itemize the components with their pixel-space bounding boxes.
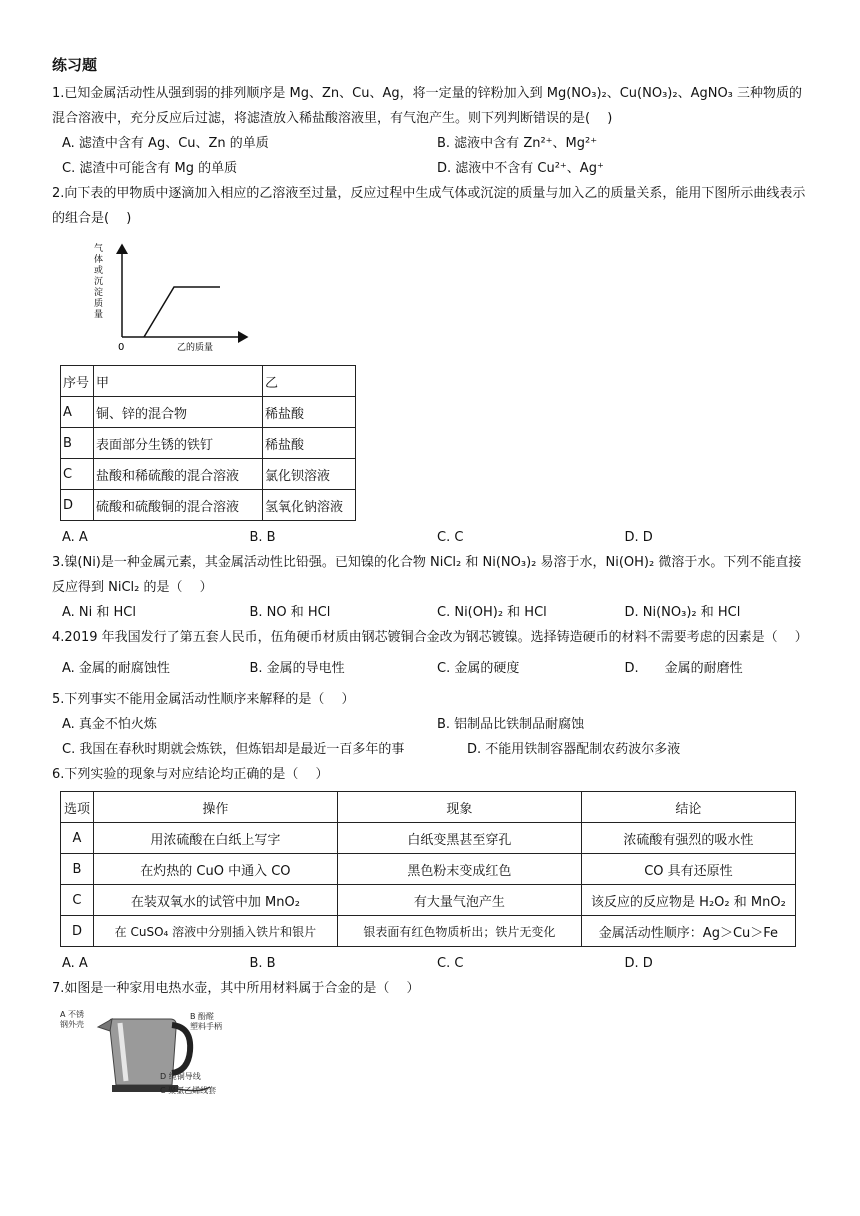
q2-option-c: C. C <box>437 530 464 545</box>
label-a: A 不锈钢外壳 <box>60 1010 85 1029</box>
table-cell: 表面部分生锈的铁钉 <box>94 428 263 459</box>
question-6-stem: 6.下列实验的现象与对应结论均正确的是（ ） <box>52 767 329 782</box>
label-b: B 酚醛塑料手柄 <box>190 1012 222 1031</box>
table-cell: C <box>61 885 94 916</box>
table-cell: 序号 <box>61 366 94 397</box>
question-1-options <box>52 131 812 181</box>
question-7-stem: 7.如图是一种家用电热水壶，其中所用材料属于合金的是（ ） <box>52 981 420 996</box>
question-4-stem: 4.2019 年我国发行了第五套人民币，伍角硬币材质由钢芯镀铜合金改为钢芯镀镍。选择铸造硬币的材料不需要考虑的因素是（ ） <box>52 630 808 645</box>
table-row <box>61 459 356 490</box>
table-cell: 稀盐酸 <box>263 397 356 428</box>
q6-option-c: C. C <box>437 956 464 971</box>
question-3-options <box>52 600 812 625</box>
curve-line <box>144 287 220 337</box>
table-cell: 在装双氧水的试管中加 MnO₂ <box>93 885 337 916</box>
table-row <box>61 428 356 459</box>
q2-option-d: D. D <box>624 530 653 545</box>
question-2-options <box>52 525 812 550</box>
question-6-options <box>52 951 812 976</box>
table-cell: 在 CuSO₄ 溶液中分别插入铁片和银片 <box>93 916 337 947</box>
page-title: 练习题 <box>52 56 98 74</box>
q5-option-c: C. 我国在春秋时期就会炼铁，但炼铝却是最近一百多年的事 <box>62 742 405 757</box>
q2-option-b: B. B <box>249 530 276 545</box>
table-cell: 甲 <box>94 366 263 397</box>
table-row <box>61 854 796 885</box>
table-cell: B <box>61 854 94 885</box>
label-c: C 聚氯乙烯线套 <box>160 1086 217 1095</box>
origin-label: 0 <box>118 342 125 353</box>
table-cell: 盐酸和稀硫酸的混合溶液 <box>94 459 263 490</box>
table-cell: 黑色粉末变成红色 <box>337 854 581 885</box>
q6-option-d: D. D <box>624 956 653 971</box>
table-cell: 氯化钡溶液 <box>263 459 356 490</box>
q4-option-c: C. 金属的硬度 <box>437 661 520 676</box>
table-row <box>61 397 356 428</box>
table-cell: 选项 <box>61 792 94 823</box>
table-row <box>61 823 796 854</box>
kettle-spout-icon <box>98 1019 112 1031</box>
question-2-stem: 2.向下表的甲物质中逐滴加入相应的乙溶液至过量，反应过程中生成气体或沉淀的质量与加入乙的质量关系，能用下图所示曲线表示的组合是( ) <box>52 186 806 226</box>
table-cell: 现象 <box>337 792 581 823</box>
question-1-stem: 1.已知金属活动性从强到弱的排列顺序是 Mg、Zn、Cu、Ag，将一定量的锌粉加入到 Mg(NO₃)₂、Cu(NO₃)₂、AgNO₃ 三种物质的混合溶液中，充分反应后过滤，将滤渣放入稀盐酸溶液里，有气泡产生。则下列判断错误的是( ) <box>52 86 803 126</box>
x-axis-label: 乙的质量 <box>177 343 214 353</box>
q1-option-d: D. 滤液中不含有 Cu²⁺、Ag⁺ <box>437 161 604 176</box>
kettle-svg <box>60 1007 260 1097</box>
q2-curve-svg <box>82 237 262 357</box>
q3-option-c: C. Ni(OH)₂ 和 HCl <box>437 605 547 620</box>
table-row <box>61 885 796 916</box>
q6-table <box>60 791 796 947</box>
table-cell: B <box>61 428 94 459</box>
q3-option-d: D. Ni(NO₃)₂ 和 HCl <box>624 605 741 620</box>
table-cell: 结论 <box>581 792 795 823</box>
q5-option-b: B. 铝制品比铁制品耐腐蚀 <box>437 717 585 732</box>
table-cell: 操作 <box>93 792 337 823</box>
table-cell: CO 具有还原性 <box>581 854 795 885</box>
q4-option-a: A. 金属的耐腐蚀性 <box>62 661 170 676</box>
q5-option-d: D. 不能用铁制容器配制农药波尔多液 <box>467 742 681 757</box>
table-cell: 浓硫酸有强烈的吸水性 <box>581 823 795 854</box>
question-3-stem: 3.镍(Ni)是一种金属元素，其金属活动性比铅强。已知镍的化合物 NiCl₂ 和 Ni(NO₃)₂ 易溶于水，Ni(OH)₂ 微溶于水。下列不能直接反应得到 NiCl₂ 的是（ ） <box>52 555 802 595</box>
table-cell: 金属活动性顺序：Ag＞Cu＞Fe <box>581 916 795 947</box>
table-row <box>61 916 796 947</box>
question-5-stem: 5.下列事实不能用金属活动性顺序来解释的是（ ） <box>52 692 355 707</box>
question-4-options <box>52 656 812 681</box>
table-cell: C <box>61 459 94 490</box>
q3-option-a: A. Ni 和 HCl <box>62 605 136 620</box>
table-cell: 氢氧化钠溶液 <box>263 490 356 521</box>
q6-option-b: B. B <box>249 956 276 971</box>
q5-option-a: A. 真金不怕火炼 <box>62 717 157 732</box>
table-cell: 铜、锌的混合物 <box>94 397 263 428</box>
table-cell: D <box>61 490 94 521</box>
table-cell: 银表面有红色物质析出；铁片无变化 <box>337 916 581 947</box>
q2-option-a: A. A <box>62 530 88 545</box>
worksheet <box>52 50 812 1101</box>
table-header-row <box>61 792 796 823</box>
label-d: D 纯铜导线 <box>160 1072 201 1081</box>
table-cell: 硫酸和硫酸铜的混合溶液 <box>94 490 263 521</box>
table-cell: 乙 <box>263 366 356 397</box>
q1-option-c: C. 滤渣中可能含有 Mg 的单质 <box>62 161 238 176</box>
q1-option-b: B. 滤液中含有 Zn²⁺、Mg²⁺ <box>437 136 598 151</box>
question-5-options <box>52 712 812 762</box>
q3-option-b: B. NO 和 HCl <box>249 605 331 620</box>
q4-option-b: B. 金属的导电性 <box>249 661 345 676</box>
table-header-row <box>61 366 356 397</box>
q1-option-a: A. 滤渣中含有 Ag、Cu、Zn 的单质 <box>62 136 269 151</box>
kettle-figure <box>60 1007 812 1101</box>
table-cell: A <box>61 823 94 854</box>
table-cell: 用浓硫酸在白纸上写字 <box>93 823 337 854</box>
table-cell: A <box>61 397 94 428</box>
table-cell: 有大量气泡产生 <box>337 885 581 916</box>
table-cell: 该反应的反应物是 H₂O₂ 和 MnO₂ <box>581 885 795 916</box>
table-cell: 稀盐酸 <box>263 428 356 459</box>
q2-table <box>60 365 356 521</box>
table-cell: 在灼热的 CuO 中通入 CO <box>93 854 337 885</box>
table-cell: D <box>61 916 94 947</box>
y-axis-label: 气体或沉淀质量 <box>94 244 104 320</box>
q4-option-d: D. 金属的耐磨性 <box>624 661 743 676</box>
q6-option-a: A. A <box>62 956 88 971</box>
q2-curve-figure <box>82 237 812 361</box>
table-row <box>61 490 356 521</box>
table-cell: 白纸变黑甚至穿孔 <box>337 823 581 854</box>
